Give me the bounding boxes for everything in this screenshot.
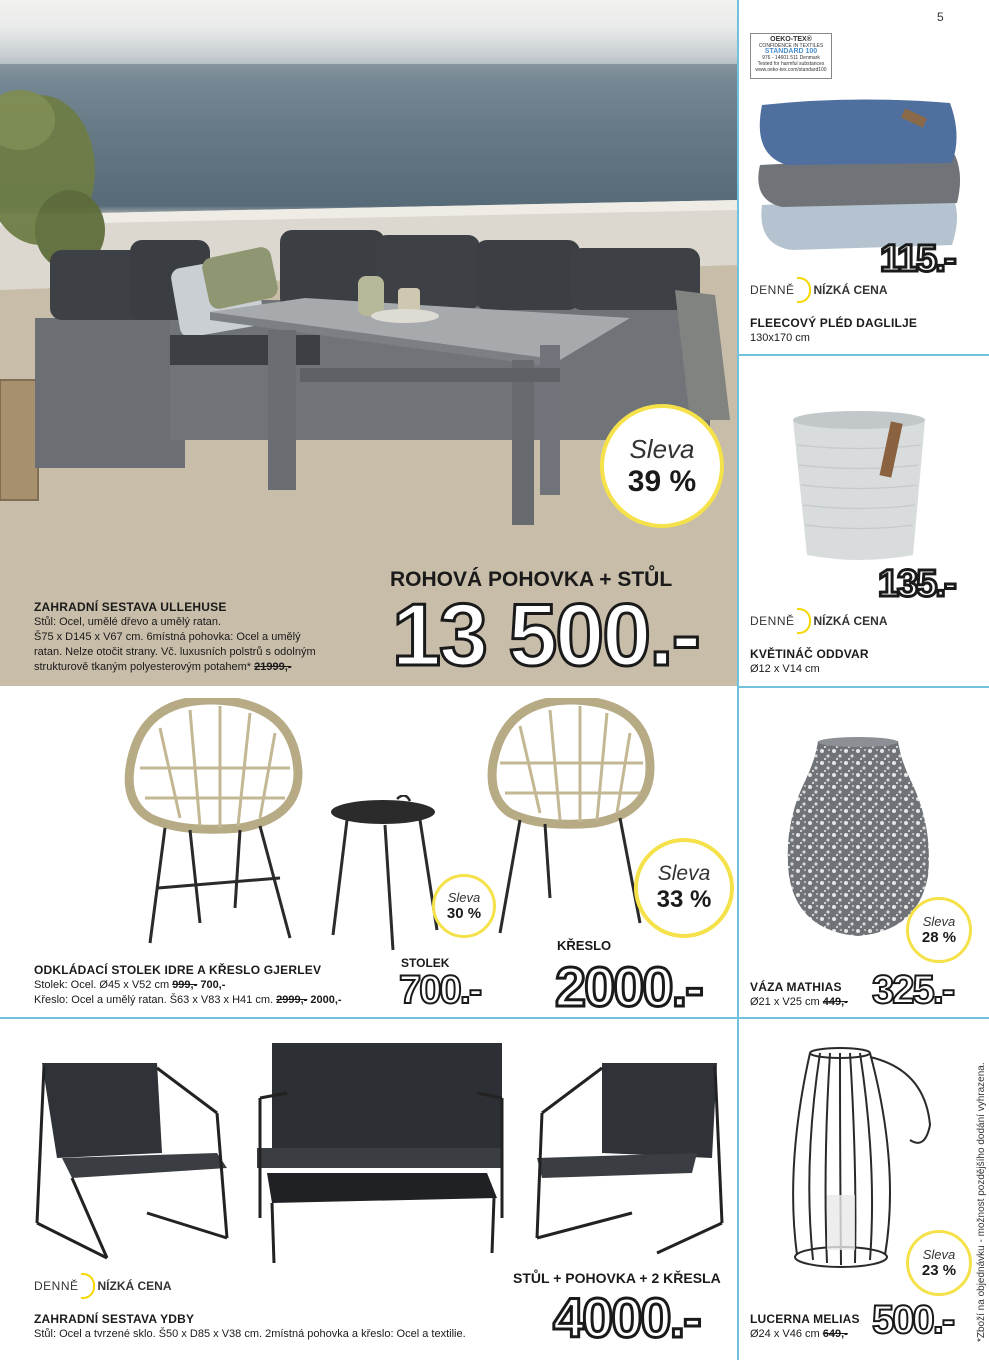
discount-badge-vase: [906, 897, 972, 963]
oekotex-line1: OEKO-TEX®: [770, 36, 812, 43]
divider-right-1: [737, 354, 989, 356]
discount-badge-word: Sleva: [922, 1247, 956, 1262]
lantern-old-price: 649,-: [822, 1328, 848, 1340]
ydby-headline: STŮL + POHOVKA + 2 KŘESLA: [513, 1270, 721, 1286]
dnc-part1: DENNĚ: [750, 614, 795, 628]
flower-pot-image: [785, 410, 935, 565]
stolek-price: 700.-: [399, 968, 481, 1012]
rattan-chair-left-image: [120, 698, 305, 953]
vase-title: VÁZA MATHIAS: [750, 980, 842, 994]
denne-nizka-cena-ydby: [34, 1273, 172, 1299]
oekotex-line2: CONFIDENCE IN TEXTILES: [758, 43, 824, 49]
hero-headline: ROHOVÁ POHOVKA + STŮL: [390, 568, 673, 591]
side-note: *Zboží na objednávku - možnost pozdějšího dodání vyhrazena.: [976, 1062, 987, 1342]
oekotex-line5: Tested for harmful substances: [757, 61, 825, 67]
oekotex-line4: 976 - 14601 511 Denmark: [762, 55, 820, 61]
idre-desc-line2: [34, 993, 342, 1008]
dnc-part1: DENNĚ: [750, 283, 795, 297]
idre-line2-text: Křeslo: Ocel a umělý ratan. Š63 x V83 x H41 cm.: [34, 994, 274, 1006]
stolek-label: STOLEK: [401, 956, 450, 970]
oekotex-label: [750, 33, 832, 79]
idre-title: ODKLÁDACÍ STOLEK IDRE A KŘESLO GJERLEV: [34, 963, 322, 977]
discount-badge-percent: 28 %: [921, 929, 957, 946]
ydby-table: [267, 1173, 497, 1263]
discount-badge-percent: 30 %: [446, 905, 482, 922]
oekotex-line6: www.oeko-tex.com/standard100: [755, 67, 827, 73]
pot-size: Ø12 x V14 cm: [750, 663, 820, 675]
discount-badge-stolek: [432, 874, 496, 938]
pot-title: KVĚTINÁČ ODDVAR: [750, 647, 869, 661]
kreslo-label: KŘESLO: [557, 938, 612, 953]
dnc-part2: NÍZKÁ CENA: [813, 283, 888, 297]
ydby-chair-left: [37, 1063, 227, 1258]
hero-description: [34, 615, 394, 675]
kreslo-price: 2000.-: [555, 955, 702, 1018]
divider-right-2: [737, 686, 989, 688]
dnc-arc-icon: [81, 1273, 95, 1299]
hero-price: 13 500.-: [392, 585, 699, 684]
oekotex-line3: STANDARD 100: [764, 48, 818, 55]
ydby-desc: Stůl: Ocel a tvrzené sklo. Š50 x D85 x V38 cm. 2místná pohovka a křeslo: Ocel a textilie.: [34, 1328, 466, 1340]
ydby-chair-right: [537, 1063, 722, 1253]
lantern-price: 500.-: [872, 1298, 954, 1342]
idre-line2-new: 2000,-: [310, 994, 342, 1006]
discount-badge-word: Sleva: [447, 890, 481, 905]
fleece-blanket-image: [752, 95, 962, 255]
hero-desc-line: Stůl: Ocel, umělé dřevo a umělý ratan.: [34, 616, 222, 628]
side-table-image: [325, 795, 445, 955]
vase-image: [783, 736, 933, 941]
hero-desc-line: Š75 x D145 x V67 cm. 6místná pohovka: Ocel a umělý: [34, 631, 301, 643]
dnc-arc-icon: [797, 277, 811, 303]
vase-size: Ø21 x V25 cm: [750, 996, 820, 1008]
dnc-part2: NÍZKÁ CENA: [813, 614, 888, 628]
fleece-price: 115.-: [880, 238, 955, 280]
hero-desc-line: strukturově tkaným polyesterovým potahem*: [34, 661, 252, 673]
discount-badge-percent: 33 %: [656, 886, 712, 913]
hero-old-price: 21999,-: [254, 661, 292, 673]
idre-desc-line1: [34, 978, 225, 993]
discount-badge-percent: 39 %: [627, 464, 697, 498]
idre-line2-old: 2999,-: [276, 994, 308, 1006]
hero-desc-line-last: [34, 660, 394, 675]
fleece-title: FLEECOVÝ PLÉD DAGLILJE: [750, 316, 918, 330]
hero-title: ZAHRADNÍ SESTAVA ULLEHUSE: [34, 600, 227, 614]
garden-set-ydby-image: [32, 1038, 732, 1268]
dnc-part2: NÍZKÁ CENA: [97, 1279, 172, 1293]
idre-line1-new: 700,-: [200, 979, 226, 991]
discount-badge-hero: [600, 404, 724, 528]
vase-old-price: 449,-: [822, 996, 848, 1008]
pot-price: 135.-: [878, 563, 955, 605]
discount-badge-word: Sleva: [657, 862, 711, 885]
ydby-price: 4000.-: [553, 1286, 700, 1349]
discount-badge-word: Sleva: [922, 914, 956, 929]
divider-horizontal-2: [0, 1017, 989, 1019]
denne-nizka-cena-fleece: [750, 277, 888, 303]
fleece-size: 130x170 cm: [750, 332, 810, 344]
lantern-size-line: [750, 1327, 848, 1342]
hero-desc-line: ratan. Nelze otočit strany. Vč. luxusních polstrů s odolným: [34, 646, 316, 658]
dnc-part1: DENNĚ: [34, 1279, 79, 1293]
vase-size-line: [750, 995, 848, 1010]
vase-price: 325.-: [872, 968, 954, 1012]
page-number: 5: [937, 10, 944, 24]
lantern-title: LUCERNA MELIAS: [750, 1312, 860, 1326]
idre-line1-text: Stolek: Ocel. Ø45 x V52 cm: [34, 979, 170, 991]
ydby-title: ZAHRADNÍ SESTAVA YDBY: [34, 1312, 195, 1326]
lantern-size: Ø24 x V46 cm: [750, 1328, 820, 1340]
discount-badge-lantern: [906, 1230, 972, 1296]
idre-line1-old: 999,-: [172, 979, 198, 991]
rattan-chair-right-image: [485, 698, 655, 943]
dnc-arc-icon: [797, 608, 811, 634]
divider-vertical: [737, 0, 739, 1360]
discount-badge-percent: 23 %: [921, 1262, 957, 1279]
discount-badge-kreslo: [634, 838, 734, 938]
denne-nizka-cena-pot: [750, 608, 888, 634]
discount-badge-word: Sleva: [629, 433, 695, 464]
